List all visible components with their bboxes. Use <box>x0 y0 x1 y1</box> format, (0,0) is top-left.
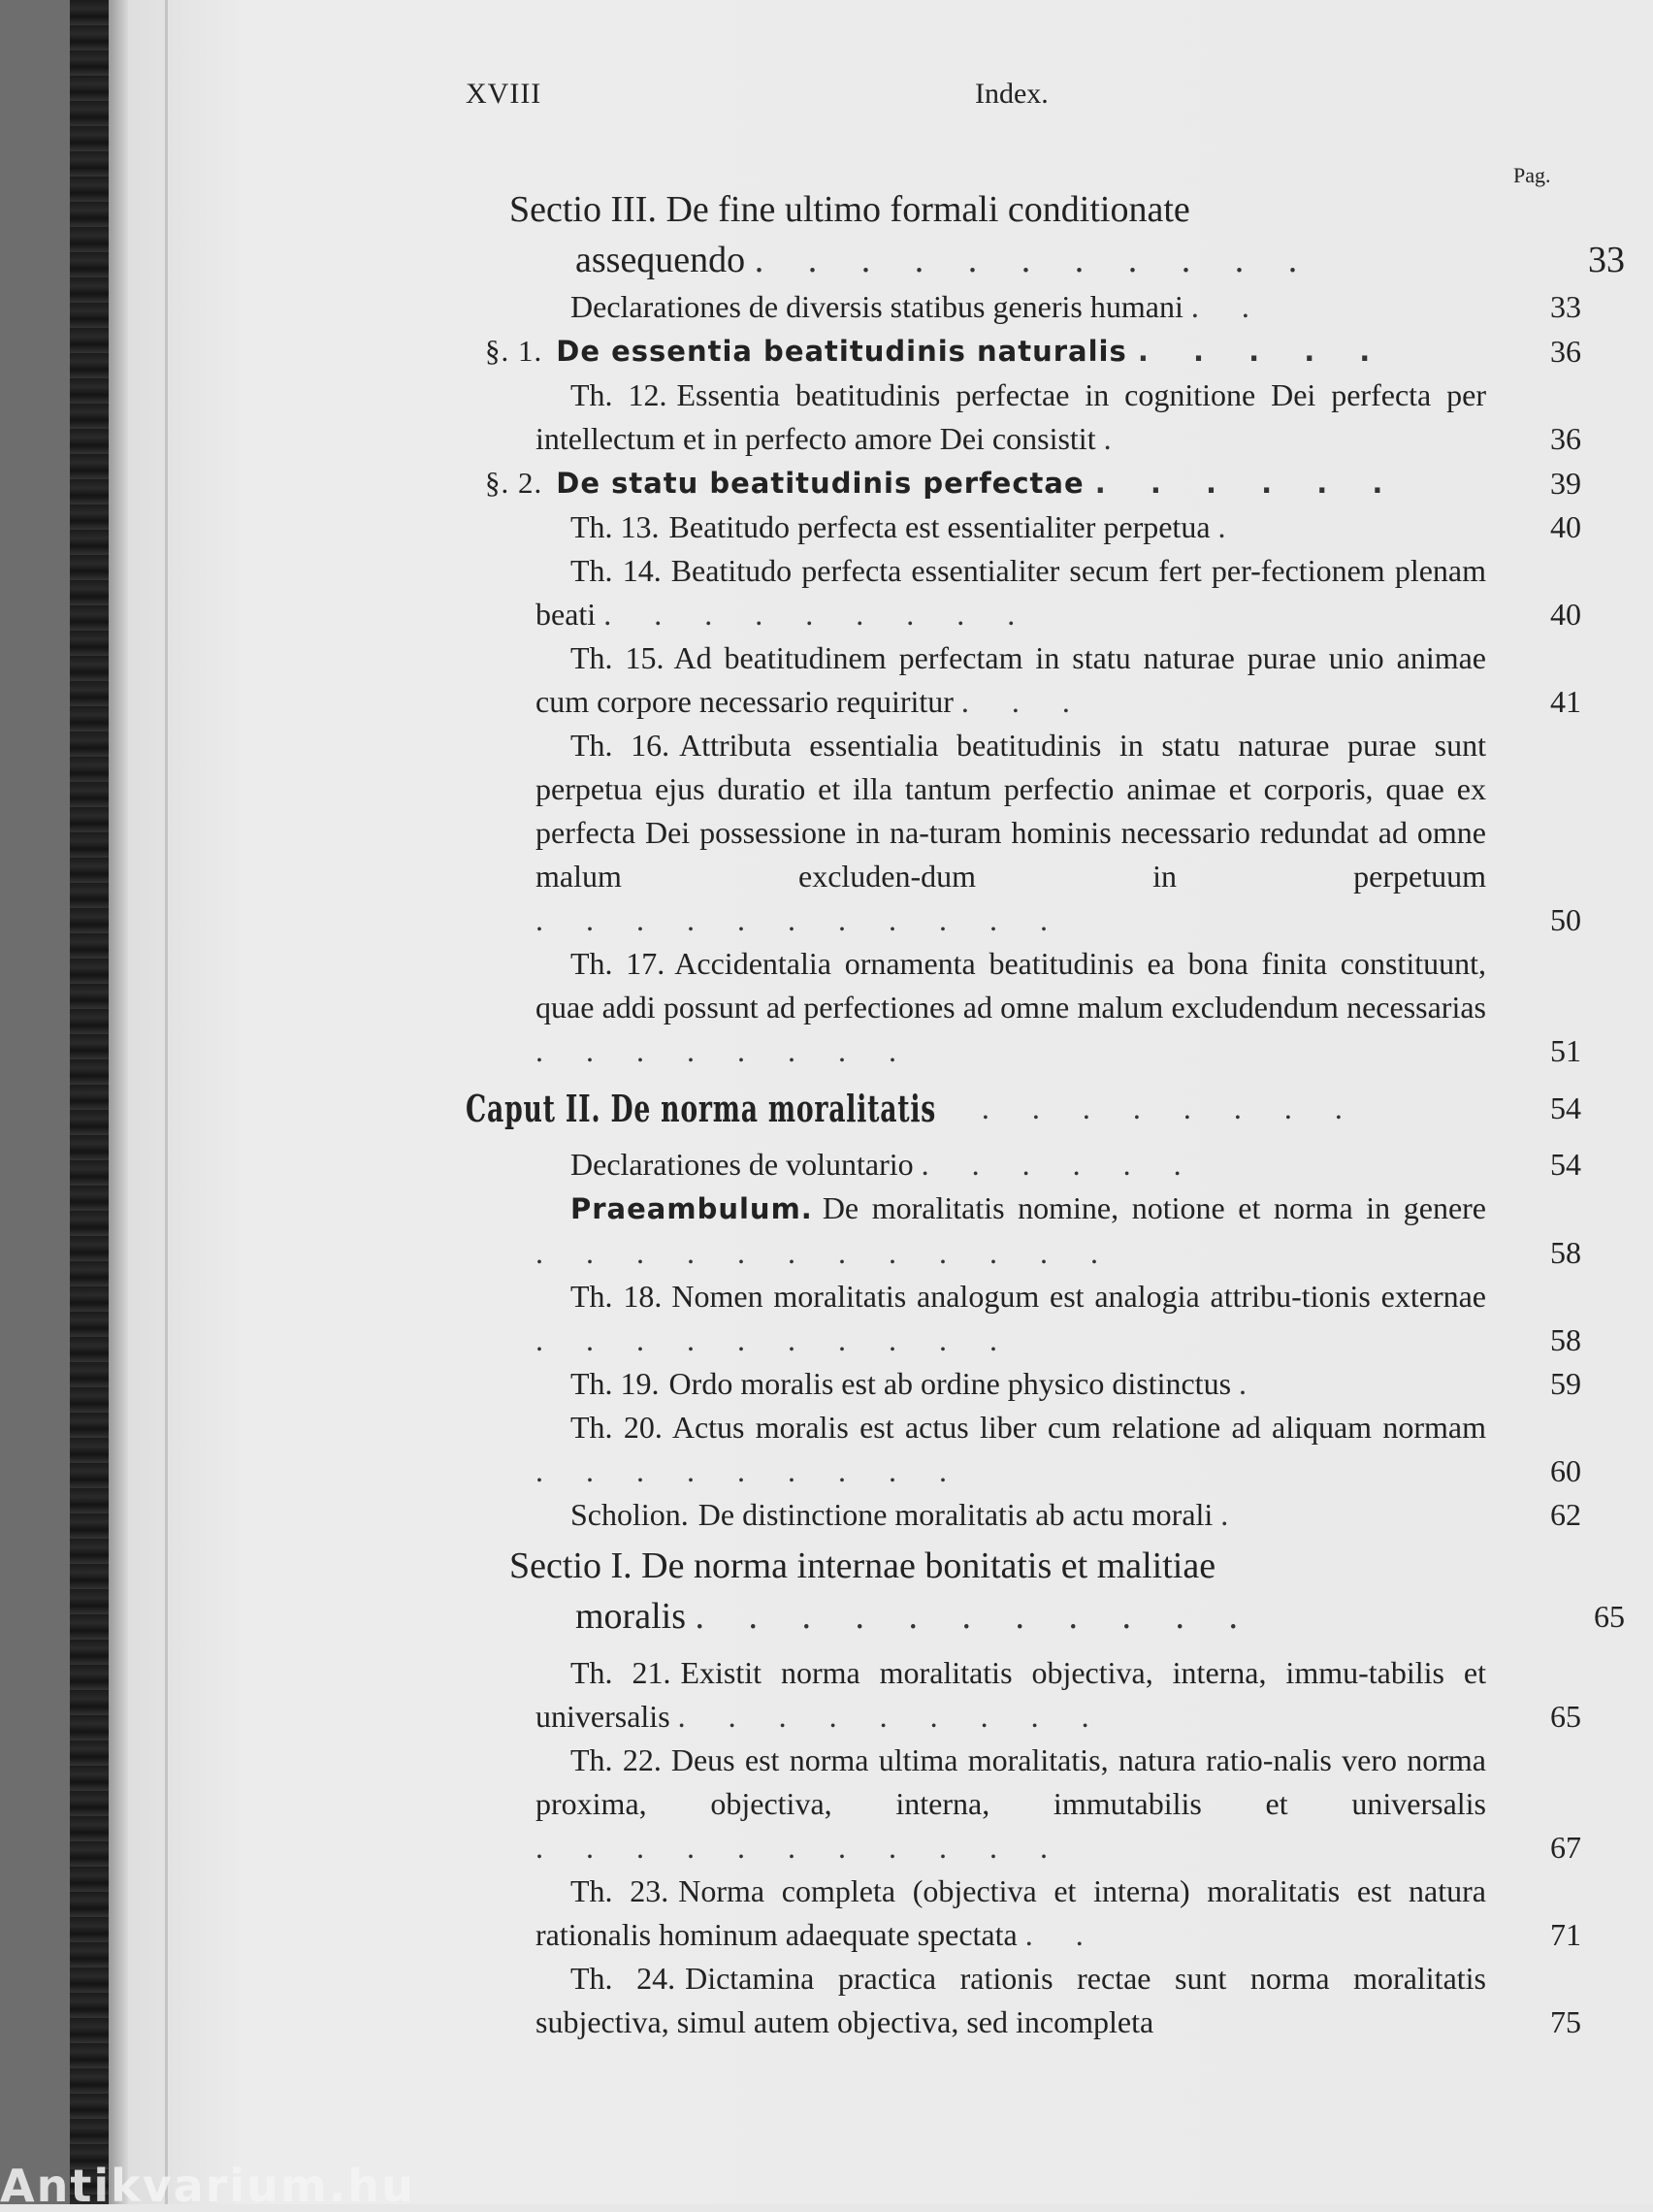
dot-leader: . . <box>1024 1917 1101 1952</box>
gutter-shadow <box>109 0 128 2204</box>
thesis-label: Th. 23. <box>570 1873 669 1908</box>
toc-entry-scholion <box>466 1493 1581 1537</box>
thesis-label: Th. 20. <box>570 1410 663 1445</box>
entry-text: Dictamina practica rationis rectae sunt norma moralitatis subjectiva, simul autem objectiva, sed incompleta <box>535 1961 1487 2039</box>
toc-entry-sectio-1 <box>466 1541 1625 1642</box>
toc-entry-thesis-20 <box>466 1406 1581 1493</box>
entry-text: De statu beatitudinis perfectae <box>556 467 1085 500</box>
page-number: 40 <box>1550 597 1581 632</box>
thesis-label: Th. 19. <box>570 1366 660 1401</box>
entry-text: De essentia beatitudinis naturalis <box>556 335 1127 368</box>
dot-leader: . . . . . . . . . <box>603 597 1033 632</box>
toc-entry-praeambulum <box>466 1187 1581 1275</box>
thesis-label: Th. 16. <box>570 728 670 763</box>
page-title: Index. <box>975 78 1049 110</box>
entry-text: Sectio III. De fine ultimo formali conditionate <box>509 189 1190 230</box>
toc-entry-thesis-22 <box>466 1739 1581 1870</box>
page-fold-line <box>165 0 168 2204</box>
thesis-label: Th. 21. <box>570 1655 671 1690</box>
page-number: 33 <box>1550 289 1581 324</box>
entry-text: Declarationes de diversis statibus generis humani <box>570 289 1183 324</box>
page-number: 54 <box>1550 1147 1581 1182</box>
page-number: 36 <box>1550 334 1581 369</box>
entry-text: Deus est norma ultima moralitatis, natura ratio-nalis vero norma proxima, objectiva, interna, immutabilis et universalis <box>535 1742 1487 1821</box>
dot-leader: . . . . . . <box>921 1147 1199 1182</box>
paragraph-number: §. 2. <box>485 466 543 500</box>
binding-edge <box>70 0 109 2204</box>
thesis-label: Th. 18. <box>570 1279 663 1314</box>
page-number: 60 <box>1550 1453 1581 1488</box>
thesis-label: Th. 17. <box>570 946 665 981</box>
page-number: 58 <box>1550 1322 1581 1357</box>
entry-text: De distinctione moralitatis ab actu morali <box>697 1497 1214 1532</box>
dot-leader: . . . . . . . . . . <box>535 1322 1015 1357</box>
page-number: 36 <box>1550 421 1581 456</box>
page-number: 39 <box>1550 466 1581 501</box>
entry-text: Declarationes de voluntario <box>570 1147 914 1182</box>
running-header <box>466 78 1581 136</box>
paragraph-number: §. 1. <box>485 334 543 368</box>
toc-entry-thesis-19 <box>466 1362 1581 1406</box>
page-number: 40 <box>1550 509 1581 544</box>
toc-entry-paragraph-1 <box>466 329 1581 374</box>
toc-entry-thesis-23 <box>466 1870 1581 1957</box>
table-of-contents <box>466 184 1625 2044</box>
toc-entry-sectio-3 <box>466 184 1625 285</box>
entry-text-cont: assequendo <box>575 240 746 280</box>
entry-text: Attributa essentialia beatitudinis in statu naturae purae sunt perpetua ejus duratio et illa tantum perfectio animae et corporis, quae ex perfecta Dei possessione in na-turam hominis necessario redundat ad omne malum excluden-dum in perpetuum <box>535 728 1487 894</box>
dot-leader: . . . . . . . . . . . <box>535 902 1065 937</box>
praeambulum-label: Praeambulum. <box>570 1192 813 1225</box>
page-number: 65 <box>1550 1699 1581 1734</box>
dot-leader: . . . . . . . . . . . <box>535 1830 1065 1865</box>
scholion-label: Scholion. <box>570 1497 689 1532</box>
index-page <box>466 78 1625 2039</box>
thesis-label: Th. 22. <box>570 1742 662 1777</box>
page-number: 50 <box>1550 902 1581 937</box>
toc-entry-caput-2 <box>466 1073 1581 1143</box>
entry-text-cont: moralis <box>575 1596 686 1637</box>
entry-text: Norma completa (objectiva et interna) moralitatis est natura rationalis hominum adaequate spectata <box>535 1873 1487 1952</box>
thesis-label: Th. 12. <box>570 377 667 412</box>
page-number: 62 <box>1550 1497 1581 1532</box>
page-number: 33 <box>1588 240 1625 280</box>
page-number: 75 <box>1550 2004 1581 2039</box>
watermark: Antikvarium.hu <box>0 2160 415 2212</box>
dot-leader: . . . . . . . . . . . <box>695 1596 1255 1637</box>
toc-entry-thesis-21 <box>466 1651 1581 1739</box>
chapter-heading: Caput II. De norma moralitatis <box>466 1086 937 1130</box>
toc-entry-thesis-15 <box>466 636 1581 724</box>
entry-text: Beatitudo perfecta est essentialiter perpetua <box>668 509 1211 544</box>
thesis-label: Th. 13. <box>570 509 660 544</box>
toc-entry-thesis-16 <box>466 724 1581 942</box>
page-number: 58 <box>1550 1235 1581 1270</box>
toc-entry-thesis-24 <box>466 1957 1581 2044</box>
thesis-label: Th. 24. <box>570 1961 676 1996</box>
page-number: 65 <box>1594 1599 1625 1634</box>
toc-entry-thesis-14 <box>466 549 1581 636</box>
page-number: 71 <box>1550 1917 1581 1952</box>
dot-leader: . <box>1239 1366 1265 1401</box>
page-number: 41 <box>1550 684 1581 719</box>
entry-text: Existit norma moralitatis objectiva, interna, immu-tabilis et universalis <box>535 1655 1487 1734</box>
toc-entry-declarationes <box>466 285 1581 329</box>
dot-leader: . . <box>1190 289 1267 324</box>
toc-entry-declarationes-voluntario <box>466 1143 1581 1187</box>
dot-leader: . . . . . . . . . <box>535 1453 964 1488</box>
entry-text: De moralitatis nomine, notione et norma in genere <box>822 1190 1486 1225</box>
entry-text: Actus moralis est actus liber cum relatione ad aliquam normam <box>671 1410 1487 1445</box>
page-folio: XVIII <box>466 78 542 110</box>
dot-leader: . . . . . . . . . . . . <box>535 1235 1116 1270</box>
pag-column-label: Pag. <box>1513 163 1551 187</box>
entry-text: Ordo moralis est ab ordine physico distinctus <box>668 1366 1232 1401</box>
entry-text: Beatitudo perfecta essentialiter secum fert per-fectionem plenam beati <box>535 553 1487 632</box>
toc-entry-thesis-13 <box>466 505 1581 549</box>
entry-text: Nomen moralitatis analogum est analogia attribu-tionis externae <box>671 1279 1487 1314</box>
page-number: 54 <box>1550 1090 1581 1125</box>
dot-leader: . <box>1217 509 1244 544</box>
entry-text: Ad beatitudinem perfectam in statu naturae purae unio animae cum corpore necessario requiritur <box>535 640 1487 719</box>
dot-leader: . <box>1103 421 1129 456</box>
dot-leader: . . . . . . . . <box>535 1033 914 1068</box>
page-number: 67 <box>1550 1830 1581 1865</box>
entry-text: Essentia beatitudinis perfectae in cognitione Dei perfecta per intellectum et in perfecto amore Dei consistit <box>535 377 1487 456</box>
toc-entry-thesis-18 <box>466 1275 1581 1362</box>
dot-leader: . . . . . . <box>1094 467 1401 500</box>
toc-entry-paragraph-2 <box>466 461 1581 505</box>
dot-leader: . . . . . . . . <box>981 1090 1360 1125</box>
dot-leader: . <box>1220 1497 1247 1532</box>
dot-leader: . . . . . <box>1137 335 1388 368</box>
entry-text: Sectio I. De norma internae bonitatis et malitiae <box>509 1545 1216 1586</box>
page-number: 51 <box>1550 1033 1581 1068</box>
toc-entry-thesis-12 <box>466 374 1581 461</box>
dot-leader: . . . . . . . . . . . <box>754 240 1315 280</box>
thesis-label: Th. 14. <box>570 553 662 588</box>
thesis-label: Th. 15. <box>570 640 664 675</box>
book-spine <box>0 0 70 2204</box>
dot-leader: . . . <box>960 684 1087 719</box>
dot-leader: . . . . . . . . . <box>677 1699 1107 1734</box>
page-number: 59 <box>1550 1366 1581 1401</box>
entry-text: Accidentalia ornamenta beatitudinis ea bona finita constituunt, quae addi possunt ad perfectiones ad omne malum excludendum necessarias <box>535 946 1487 1025</box>
toc-entry-thesis-17 <box>466 942 1581 1073</box>
